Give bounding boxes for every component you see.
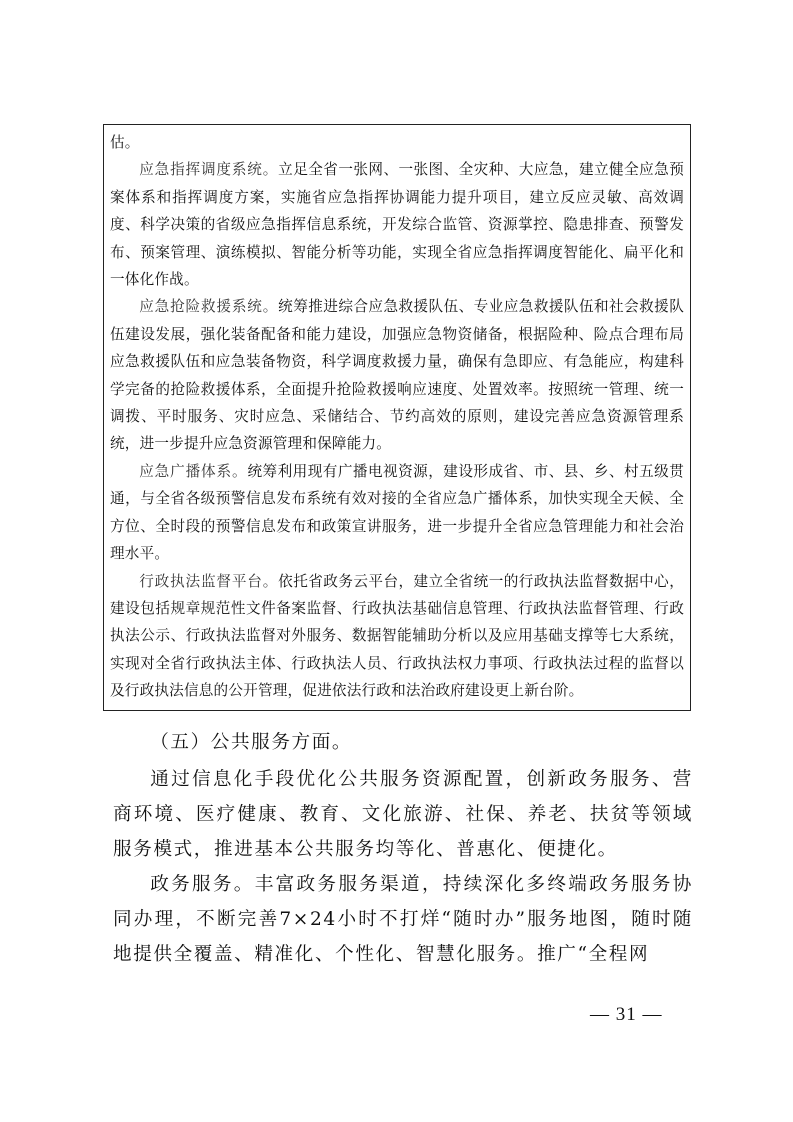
box-para-0: 估。	[110, 134, 140, 151]
box-para-emergency-command	[110, 156, 684, 293]
box-para-text: 依托省政务云平台，建立全省统一的行政执法监督数据中心，建设包括规章规范性文件备案监督、行政执法基础信息管理、行政执法监督管理、行政执法公示、行政执法监督对外服务、数据智能辅助分析以及应用基础支撑等七大系统，实现对全省行政执法主体、行政执法人员、行政执法权力事项、行政执法过程的监督以及行政执法信息的公开管理，促进依法行政和法治政府建设更上新台阶。	[110, 572, 684, 700]
box-para-title: 应急指挥调度系统。	[139, 161, 279, 179]
info-box	[103, 124, 691, 711]
body-paragraph-2-block	[113, 867, 693, 972]
box-para-emergency-broadcast	[110, 458, 684, 568]
box-para-title: 应急抢险救援系统。	[139, 298, 279, 316]
box-para-text: 统筹推进综合应急救援队伍、专业应急救援队伍和社会救援队伍建设发展，强化装备配备和能力建设，加强应急物资储备，根据险种、险点合理布局应急救援队伍和应急装备物资，科学调度救援力量，确保有急即应、有急能应，构建科学完备的抢险救援体系，全面提升抢险救援响应速度、处置效率。按照统一管理、统一调拨、平时服务、灾时应急、采储结合、节约高效的原则，建设完善应急资源管理系统，进一步提升应急资源管理和保障能力。	[110, 298, 684, 453]
page-number: — 31 —	[590, 1004, 663, 1025]
body-paragraph-1-block	[113, 762, 693, 867]
body-paragraph: 政务服务。丰富政务服务渠道，持续深化多终端政务服务协同办理，不断完善7×24小时不打烊“随时办”服务地图，随时随地提供全覆盖、精准化、个性化、智慧化服务。推广“全程网	[113, 874, 693, 965]
box-para-text: 统筹利用现有广播电视资源，建设形成省、市、县、乡、村五级贯通，与全省各级预警信息发布系统有效对接的全省应急广播体系，加快实现全天候、全方位、全时段的预警信息发布和政策宣讲服务，进一步提升全省应急管理能力和社会治理水平。	[110, 462, 684, 563]
box-para-emergency-rescue	[110, 293, 684, 457]
box-para-law-enforcement	[110, 568, 684, 705]
box-para-title: 行政执法监督平台。	[139, 572, 279, 590]
section-heading: （五）公共服务方面。	[150, 732, 353, 753]
box-para-text: 立足全省一张网、一张图、全灾种、大应急，建立健全应急预案体系和指挥调度方案，实施省应急指挥协调能力提升项目，建立反应灵敏、高效调度、科学决策的省级应急指挥信息系统，开发综合监管、资源掌控、隐患排查、预警发布、预案管理、演练模拟、智能分析等功能，实现全省应急指挥调度智能化、扁平化和一体化作战。	[110, 161, 684, 289]
section-heading-block	[113, 725, 693, 760]
box-para-title: 应急广播体系。	[139, 462, 248, 480]
body-paragraph: 通过信息化手段优化公共服务资源配置，创新政务服务、营商环境、医疗健康、教育、文化旅游、社保、养老、扶贫等领域服务模式，推进基本公共服务均等化、普惠化、便捷化。	[113, 769, 693, 860]
